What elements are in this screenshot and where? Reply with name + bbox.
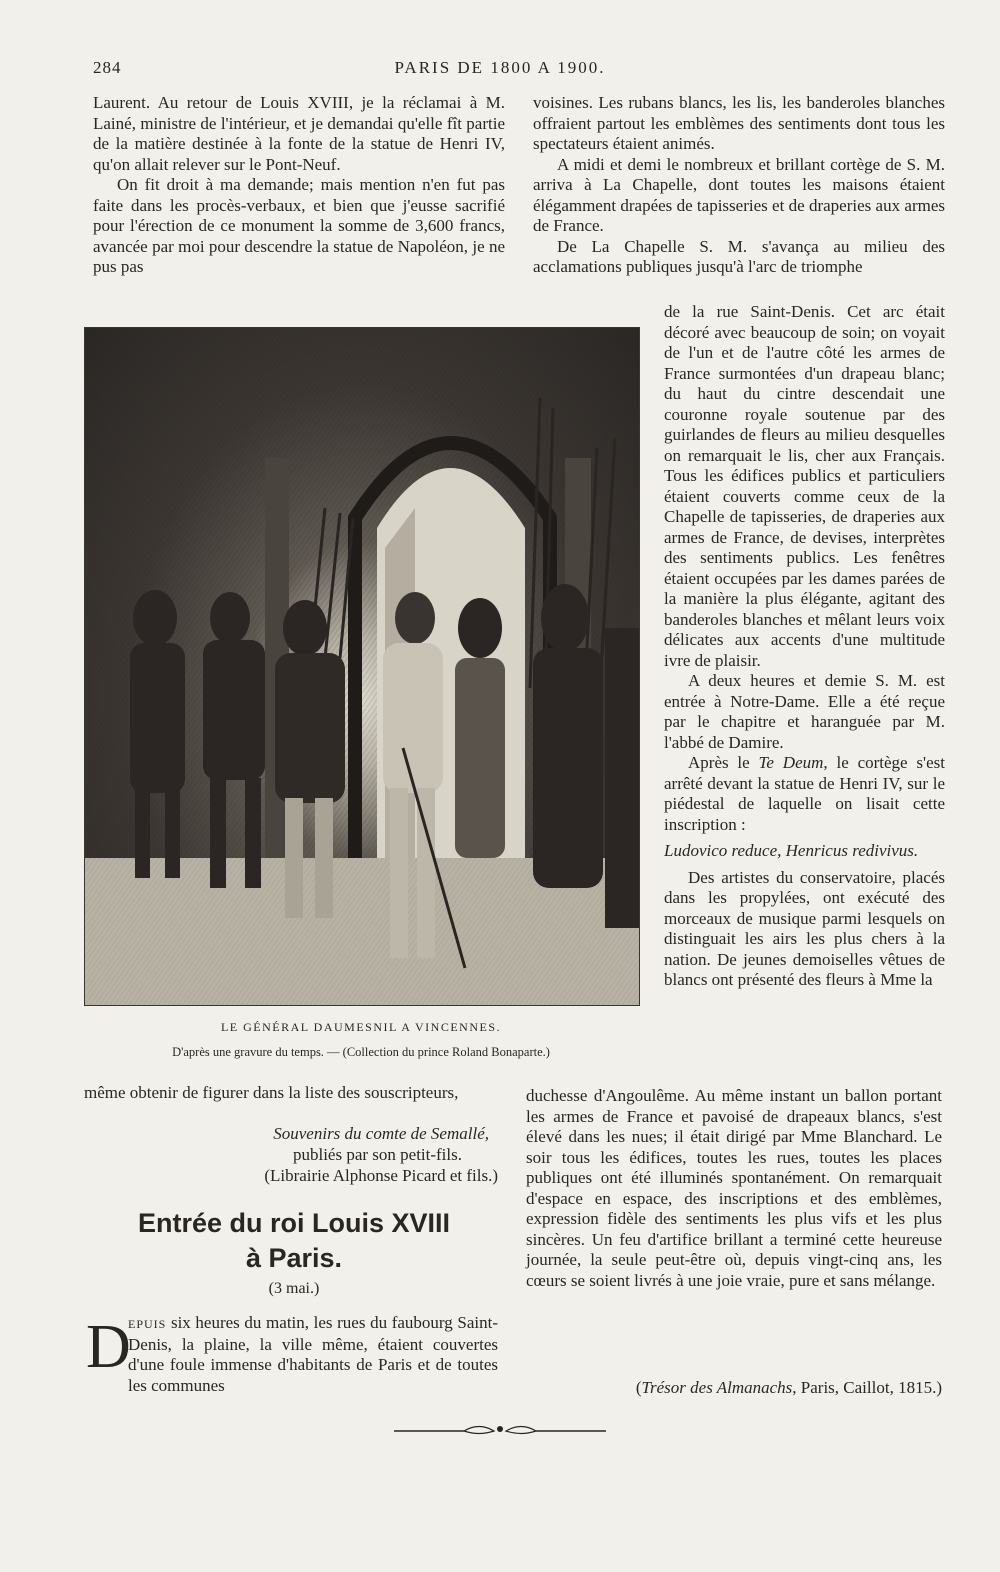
running-title: PARIS DE 1800 A 1900. (394, 58, 606, 77)
source-line: publiés par son petit-fils. (292, 1145, 462, 1164)
right-column-bottom (526, 1086, 942, 1291)
paragraph: A deux heures et demie S. M. est entrée à Notre-Dame. Elle a été reçue par le chapitre et haranguée par M. l'abbé de Damire. (664, 671, 945, 752)
right-column-top (533, 93, 945, 278)
paragraph: voisines. Les rubans blancs, les lis, les banderoles blanches offraient partout les emblèmes des sentiments dont tous les spectateurs étaient animés. (533, 93, 945, 153)
paragraph: A midi et demi le nombreux et brillant cortège de S. M. arriva à La Chapelle, dont toutes les maisons étaient élégamment drapées de tapisseries et de draperies aux armes de France. (533, 154, 945, 235)
paragraph: duchesse d'Angoulême. Au même instant un ballon portant les armes de France et pavoisé de drapeaux blancs, s'est élevé dans les nues; il était dirigé par Mme Blanchard. Le soir tous les édifices, toutes les rues, toutes les places publiques ont été illuminés spontanément. On remarquait d'espace en espace, des inscriptions et des emblèmes, expression fidèle des sentiments les plus vifs et les plus sincères. Un feu d'artifice brillant a terminé cette heureuse journée, la seule peut-être où, depuis vingt-cinq ans, les cœurs se soient livrés à une joie vraie, pure et sans mélange. (526, 1086, 942, 1290)
paragraph (664, 753, 945, 835)
page-number: 284 (93, 58, 122, 77)
figure-caption-credit: D'après une gravure du temps. — (Collection du prince Roland Bonaparte.) (172, 1045, 550, 1059)
article-title: Entrée du roi Louis XVIII (137, 1208, 451, 1238)
paragraph: Laurent. Au retour de Louis XVIII, je la réclamai à M. Lainé, ministre de l'intérieur, et je demandai qu'elle fît partie de la matière destinée à la fonte de la statue de Henri IV, qu'on allait relever sur le Pont-Neuf. (93, 93, 505, 174)
text-run: Après le (688, 753, 759, 772)
article-date: (3 mai.) (268, 1280, 320, 1297)
paragraph: On fit droit à ma demande; mais mention n'en fut pas faite dans les procès-verbaux, et bien que j'eusse sacrifié pour l'érection de ce monument la somme de 3,600 francs, avancée par moi pour descendre la statue de Napoléon, je ne pus pas (93, 175, 505, 276)
inscription: Ludovico reduce, Henricus redivivus. (664, 841, 919, 860)
right-column-narrow (664, 302, 945, 991)
figure-caption-title: LE GÉNÉRAL DAUMESNIL A VINCENNES. (220, 1020, 502, 1034)
text-run: , le cortège s'est arrêté devant la statue de Henri IV, sur le piédestal de laquelle on lisait cette inscription : (664, 753, 945, 834)
source-rest: , Paris, Caillot, 1815.) (792, 1378, 942, 1397)
left-column-top (93, 93, 505, 278)
paragraph: De La Chapelle S. M. s'avança au milieu des acclamations publiques jusqu'à l'arc de triomphe (533, 236, 945, 276)
source-line: (Librairie Alphonse Picard et fils.) (264, 1166, 498, 1185)
source-title: Trésor des Almanachs (641, 1378, 793, 1397)
engraving-illustration (84, 327, 640, 1006)
article-first-paragraph (84, 1313, 498, 1396)
source-line: Souvenirs du comte de Semallé, (273, 1124, 489, 1143)
left-column-bottom (84, 1083, 504, 1104)
drop-cap: D (86, 1313, 131, 1381)
article-source (526, 1378, 942, 1399)
article-title: à Paris. (245, 1243, 343, 1273)
paragraph-text: six heures du matin, les rues du faubourg Saint-Denis, la plaine, la ville même, étaient couvertes d'une foule immense d'habitants de Paris et de toutes les communes (128, 1313, 499, 1395)
engraving-drawing (85, 328, 639, 1005)
paragraph: Des artistes du conservatoire, placés dans les propylées, ont exécuté des morceaux de musique parmi lesquels on distinguait les airs les plus chers à la nation. De jeunes demoiselles vêtues de blancs ont présenté des fleurs à Mme la (664, 867, 945, 989)
text-run-italic: Te Deum (758, 753, 824, 772)
ornament-divider (394, 1420, 606, 1445)
source-open: ( (635, 1378, 642, 1397)
first-word-smallcaps: EPUIS (128, 1317, 167, 1331)
paragraph: même obtenir de figurer dans la liste des souscripteurs, (84, 1083, 459, 1102)
paragraph (84, 1313, 498, 1396)
paragraph: de la rue Saint-Denis. Cet arc était décoré avec beaucoup de soin; on voyait de l'un et de l'autre côté les armes de France surmontées d'un drapeau blanc; du haut du cintre descendait une couronne royale soutenue par des guirlandes de fleurs au milieu desquelles on remarquait le lis, cher aux Français. Tous les édifices publics et particuliers étaient couverts comme ceux de la Chapelle de tapisseries, de draperies aux armes de France, de devises, interprètes des sentiments publics. Les fenêtres étaient occupées par les dames parées de la manière la plus élégante, agitant des banderoles blanches et mêlant leurs voix délicates aux accents d'une multitude ivre de plaisir. (664, 302, 945, 670)
